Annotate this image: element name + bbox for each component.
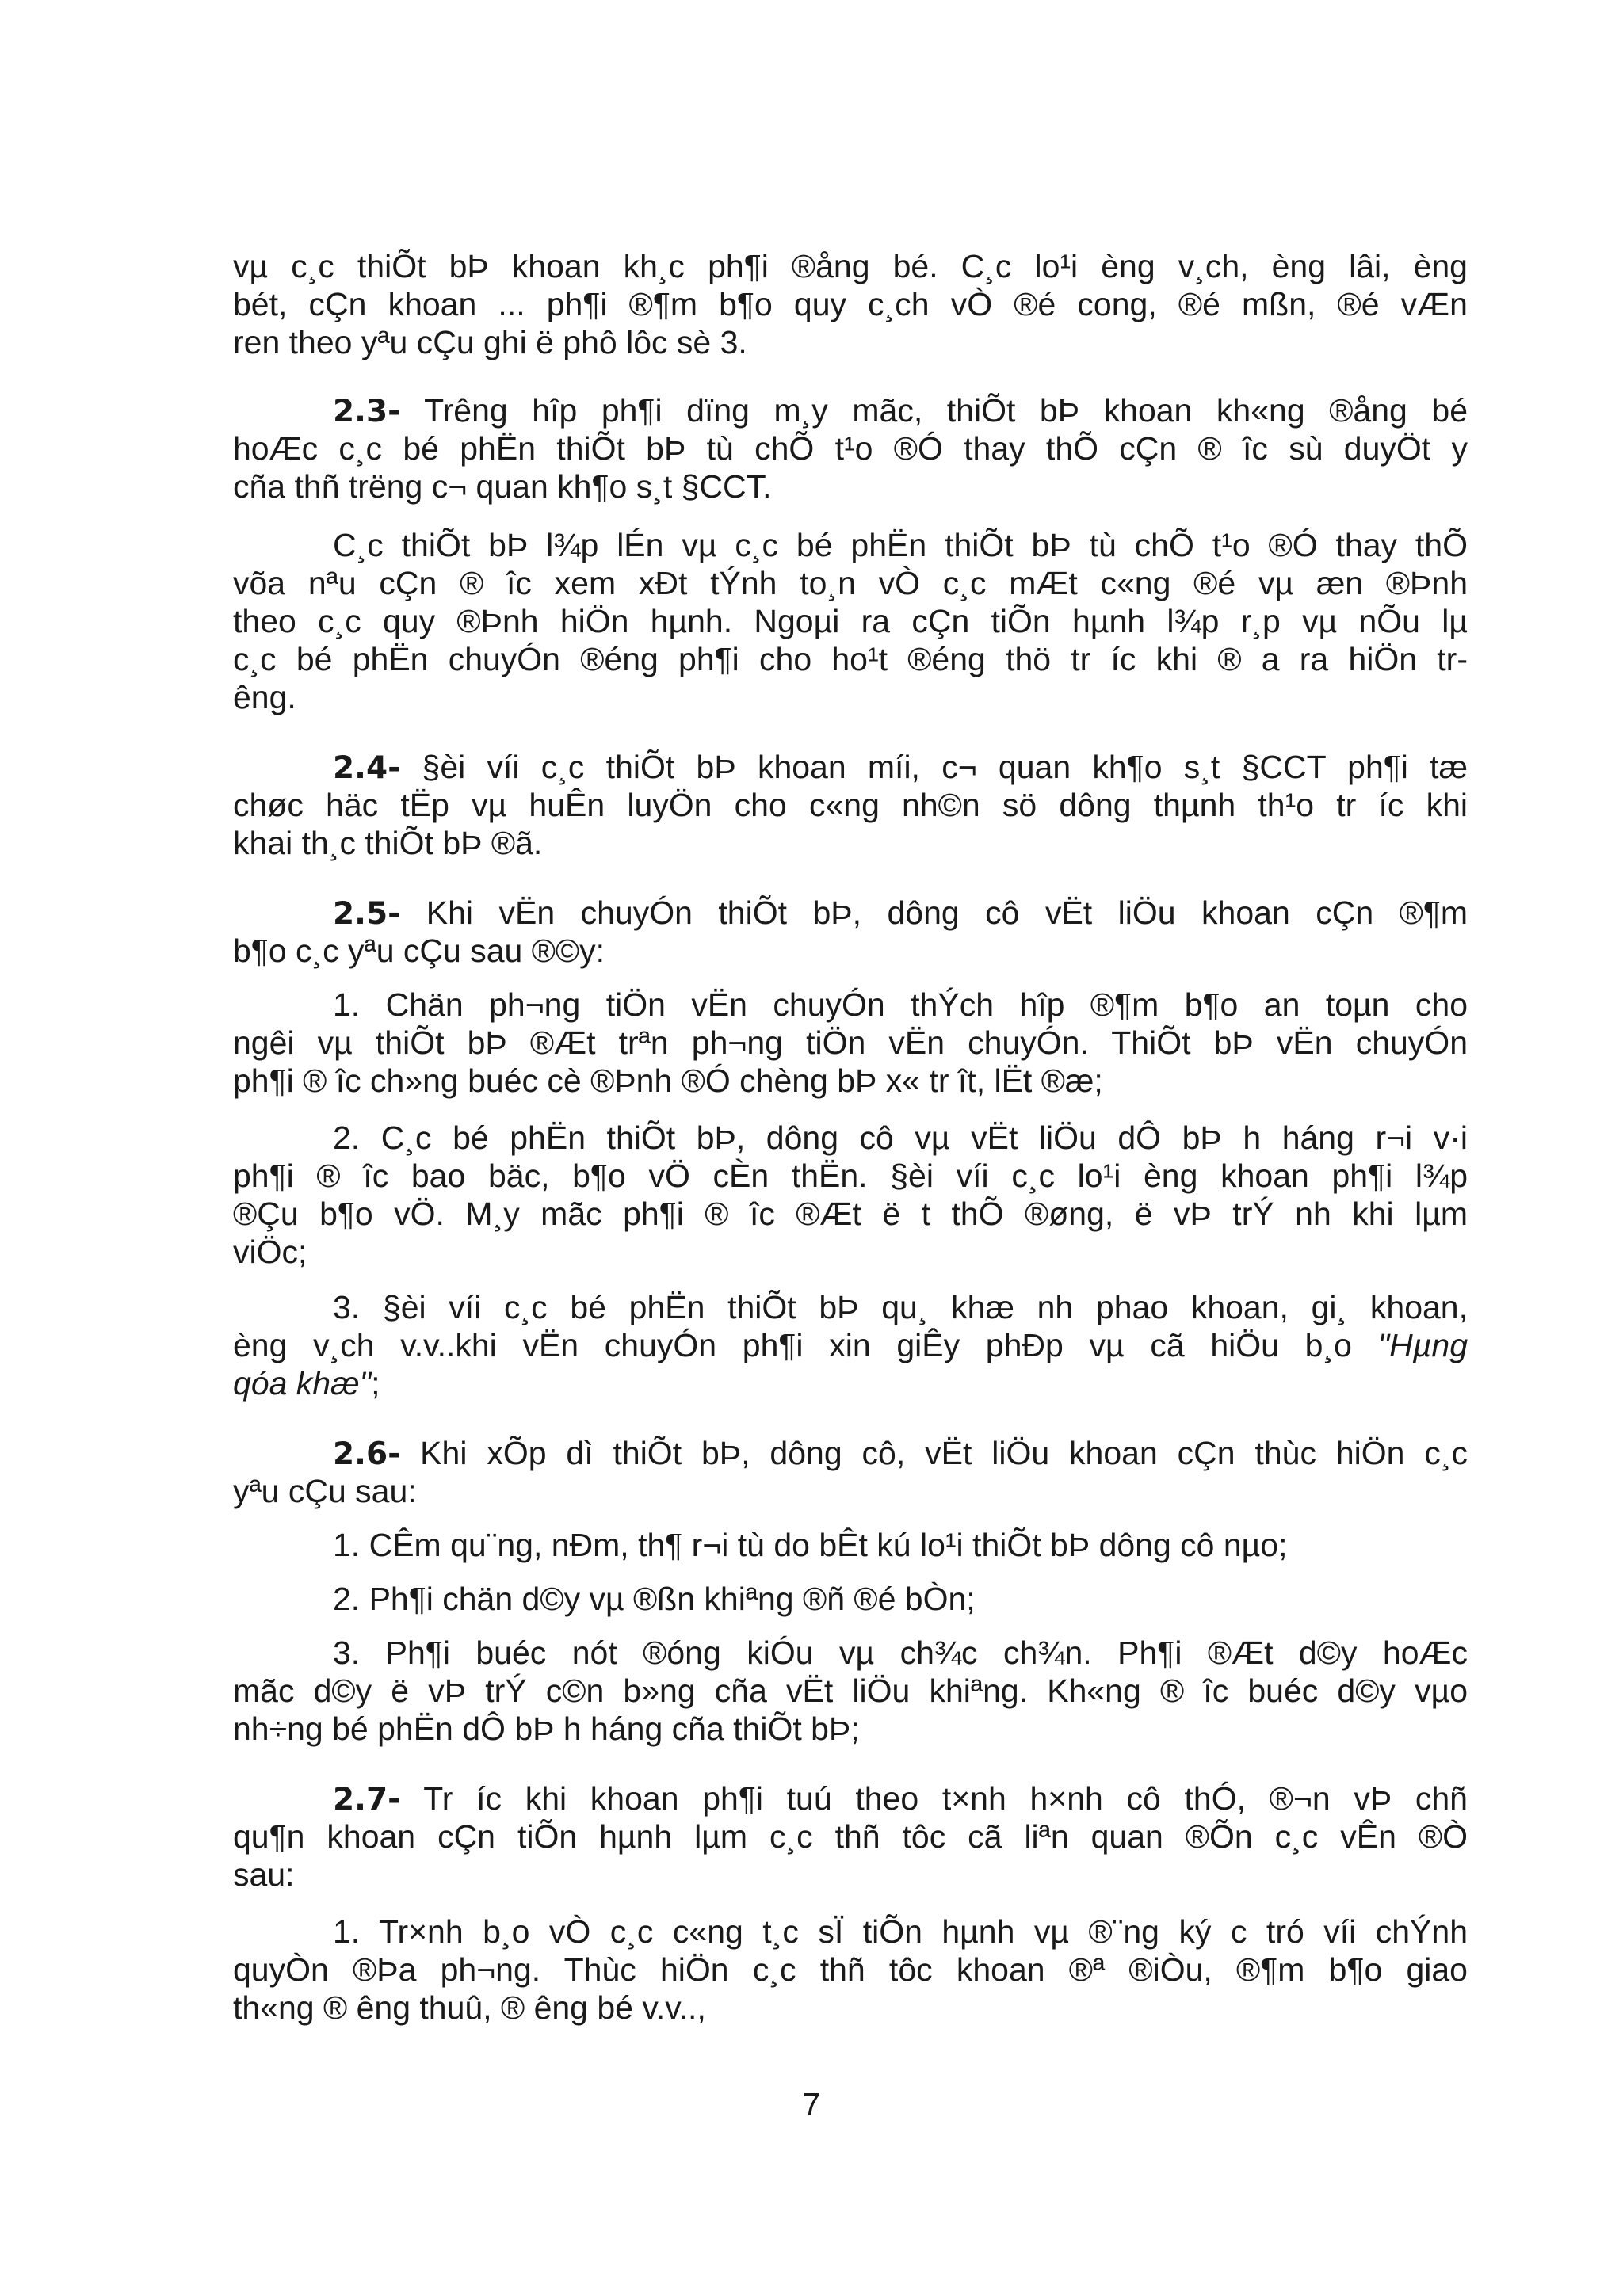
paragraph bbox=[233, 894, 1468, 970]
paragraph bbox=[233, 1634, 1468, 1748]
line-text: cña thñ trëng c¬ quan kh¶o s¸t §CCT. bbox=[233, 468, 772, 505]
paragraph bbox=[233, 1580, 1468, 1618]
line-text: êng. bbox=[233, 679, 296, 715]
line-text: vµ c¸c thiÕt bÞ khoan kh¸c ph¶i ®ång bé. C¸c lo¹i èng v¸ch, èng lâi, èng bbox=[233, 248, 1468, 284]
text-line bbox=[233, 1913, 1468, 1951]
line-text: Tr íc khi khoan ph¶i tuú theo t×nh h×nh cô thÓ, ®¬n vÞ chñ bbox=[400, 1780, 1468, 1817]
text-line bbox=[233, 602, 1468, 640]
paragraph bbox=[233, 1779, 1468, 1894]
text-line bbox=[233, 1364, 1468, 1402]
line-text: nh÷ng bé phËn dÔ bÞ h háng cña thiÕt bÞ; bbox=[233, 1711, 860, 1747]
text-line bbox=[233, 1779, 1468, 1817]
paragraph bbox=[233, 391, 1468, 505]
section-number: 2.3- bbox=[333, 394, 401, 429]
line-text: yªu cÇu sau: bbox=[233, 1473, 417, 1509]
line-text: Khi xÕp dì thiÕt bÞ, dông cô, vËt liÖu khoan cÇn thùc hiÖn c¸c bbox=[400, 1435, 1468, 1471]
line-text: Khi vËn chuyÓn thiÕt bÞ, dông cô vËt liÖu khoan cÇn ®¶m bbox=[400, 894, 1468, 931]
text-line bbox=[233, 429, 1468, 467]
text-line bbox=[233, 1062, 1468, 1100]
line-text: mãc d©y ë vÞ trÝ c©n b»ng cña vËt liÖu khiªng. Kh«ng ® îc buéc d©y vµo bbox=[233, 1672, 1468, 1709]
page-number: 7 bbox=[802, 2086, 821, 2122]
line-text: 3. §èi víi c¸c bé phËn thiÕt bÞ qu¸ khæ nh phao khoan, gi¸ khoan, bbox=[333, 1289, 1468, 1325]
line-text: 2. Ph¶i chän d©y vµ ®ßn khiªng ®ñ ®é bÒn; bbox=[333, 1581, 976, 1617]
text-line bbox=[233, 1157, 1468, 1195]
text-line bbox=[233, 1580, 1468, 1618]
line-text: §èi víi c¸c thiÕt bÞ khoan míi, c¬ quan kh¶o s¸t §CCT ph¶i tæ bbox=[400, 749, 1468, 785]
paragraph bbox=[233, 526, 1468, 716]
line-text: khai th¸c thiÕt bÞ ®ã. bbox=[233, 825, 543, 861]
text-line bbox=[233, 748, 1468, 786]
text-line bbox=[233, 824, 1468, 862]
line-text: c¸c bé phËn chuyÓn ®éng ph¶i cho ho¹t ®éng thö tr íc khi ® a ra hiÖn tr- bbox=[233, 641, 1468, 677]
line-text: ph¶i ® îc ch»ng buéc cè ®Þnh ®Ó chèng bÞ x« tr ît, lËt ®æ; bbox=[233, 1062, 1103, 1099]
text-line bbox=[233, 640, 1468, 678]
text-line bbox=[233, 932, 1468, 970]
text-line bbox=[233, 986, 1468, 1024]
text-line bbox=[233, 1119, 1468, 1157]
text-line bbox=[233, 1434, 1468, 1472]
text-line bbox=[233, 1855, 1468, 1894]
text-line bbox=[233, 1951, 1468, 1989]
text-line bbox=[233, 323, 1468, 361]
line-text: 1. Tr×nh b¸o vÒ c¸c c«ng t¸c sÏ tiÕn hµnh vµ ®¨ng ký c tró víi chÝnh bbox=[333, 1913, 1468, 1950]
line-text: 3. Ph¶i buéc nót ®óng kiÓu vµ ch¾c ch¾n. Ph¶i ®Æt d©y hoÆc bbox=[333, 1634, 1468, 1671]
line-text: qóa khæ"; bbox=[233, 1365, 380, 1402]
line-text: qu¶n khoan cÇn tiÕn hµnh lµm c¸c thñ tôc cã liªn quan ®Õn c¸c vÊn ®Ò bbox=[233, 1818, 1468, 1855]
line-text: ph¶i ® îc bao bäc, b¶o vÖ cÈn thËn. §èi víi c¸c lo¹i èng khoan ph¶i l¾p bbox=[233, 1158, 1468, 1194]
text-line bbox=[233, 526, 1468, 564]
text-line bbox=[233, 1710, 1468, 1748]
line-text: th«ng ® êng thuû, ® êng bé v.v.., bbox=[233, 1989, 706, 2026]
text-line bbox=[233, 1989, 1468, 2027]
line-text: bét, cÇn khoan ... ph¶i ®¶m b¶o quy c¸ch vÒ ®é cong, ®é mßn, ®é vÆn bbox=[233, 286, 1468, 322]
text-line bbox=[233, 678, 1468, 716]
text-line bbox=[233, 1195, 1468, 1233]
paragraph bbox=[233, 1526, 1468, 1564]
line-text: ngêi vµ thiÕt bÞ ®Æt trªn ph¬ng tiÖn vËn chuyÓn. ThiÕt bÞ vËn chuyÓn bbox=[233, 1024, 1468, 1061]
line-text: viÖc; bbox=[233, 1234, 307, 1270]
paragraph bbox=[233, 247, 1468, 361]
text-line bbox=[233, 247, 1468, 285]
text-line bbox=[233, 285, 1468, 323]
paragraph bbox=[233, 748, 1468, 862]
line-text: èng v¸ch v.v..khi vËn chuyÓn ph¶i xin giÊy phÐp vµ cã hiÖu b¸o "Hµng bbox=[233, 1327, 1468, 1363]
text-line bbox=[233, 564, 1468, 602]
line-text: b¶o c¸c yªu cÇu sau ®©y: bbox=[233, 933, 605, 969]
text-line bbox=[233, 786, 1468, 824]
line-text: C¸c thiÕt bÞ l¾p lÉn vµ c¸c bé phËn thiÕt bÞ tù chÕ t¹o ®Ó thay thÕ bbox=[333, 527, 1468, 563]
text-line bbox=[233, 1817, 1468, 1855]
section-number: 2.6- bbox=[333, 1436, 401, 1472]
text-line bbox=[233, 391, 1468, 429]
paragraph bbox=[233, 986, 1468, 1100]
text-line bbox=[233, 1526, 1468, 1564]
italic-text: "Hµng bbox=[1377, 1327, 1468, 1363]
section-number: 2.5- bbox=[333, 896, 401, 932]
paragraph bbox=[233, 1288, 1468, 1402]
text-line bbox=[233, 894, 1468, 932]
text-line bbox=[233, 1326, 1468, 1364]
text-line bbox=[233, 1024, 1468, 1062]
paragraph bbox=[233, 1913, 1468, 2027]
line-text: 1. Chän ph¬ng tiÖn vËn chuyÓn thÝch hîp ®¶m b¶o an toµn cho bbox=[333, 986, 1468, 1023]
line-text: ren theo yªu cÇu ghi ë phô lôc sè 3. bbox=[233, 324, 747, 360]
text-line bbox=[233, 467, 1468, 505]
text-line bbox=[233, 1672, 1468, 1710]
line-text: 1. CÊm qu¨ng, nÐm, th¶ r¬i tù do bÊt kú lo¹i thiÕt bÞ dông cô nµo; bbox=[333, 1527, 1288, 1563]
text-line bbox=[233, 1233, 1468, 1271]
paragraph bbox=[233, 1434, 1468, 1510]
line-text: ®Çu b¶o vÖ. M¸y mãc ph¶i ® îc ®Æt ë t thÕ ®øng, ë vÞ trÝ nh khi lµm bbox=[233, 1196, 1468, 1232]
section-number: 2.7- bbox=[333, 1782, 401, 1817]
text-line bbox=[233, 1634, 1468, 1672]
line-text: quyÒn ®Þa ph¬ng. Thùc hiÖn c¸c thñ tôc khoan ®ª ®iÒu, ®¶m b¶o giao bbox=[233, 1951, 1468, 1988]
line-text: 2. C¸c bé phËn thiÕt bÞ, dông cô vµ vËt liÖu dÔ bÞ h háng r¬i v·i bbox=[333, 1119, 1468, 1156]
italic-text: qóa khæ" bbox=[233, 1365, 372, 1402]
line-text: hoÆc c¸c bé phËn thiÕt bÞ tù chÕ t¹o ®Ó thay thÕ cÇn ® îc sù duyÖt y bbox=[233, 430, 1468, 467]
line-text: sau: bbox=[233, 1856, 295, 1893]
section-number: 2.4- bbox=[333, 750, 401, 786]
paragraph bbox=[233, 1119, 1468, 1271]
text-line bbox=[233, 1288, 1468, 1326]
line-text: võa nªu cÇn ® îc xem xÐt tÝnh to¸n vÒ c¸c mÆt c«ng ®é vµ æn ®Þnh bbox=[233, 565, 1468, 601]
line-text: chøc häc tËp vµ huÊn luyÖn cho c«ng nh©n sö dông thµnh th¹o tr íc khi bbox=[233, 787, 1468, 823]
text-line bbox=[233, 1472, 1468, 1510]
line-text: theo c¸c quy ®Þnh hiÖn hµnh. Ngoµi ra cÇn tiÕn hµnh l¾p r¸p vµ nÕu lµ bbox=[233, 603, 1468, 639]
line-text: Trêng hîp ph¶i dïng m¸y mãc, thiÕt bÞ khoan kh«ng ®ång bé bbox=[400, 392, 1468, 429]
